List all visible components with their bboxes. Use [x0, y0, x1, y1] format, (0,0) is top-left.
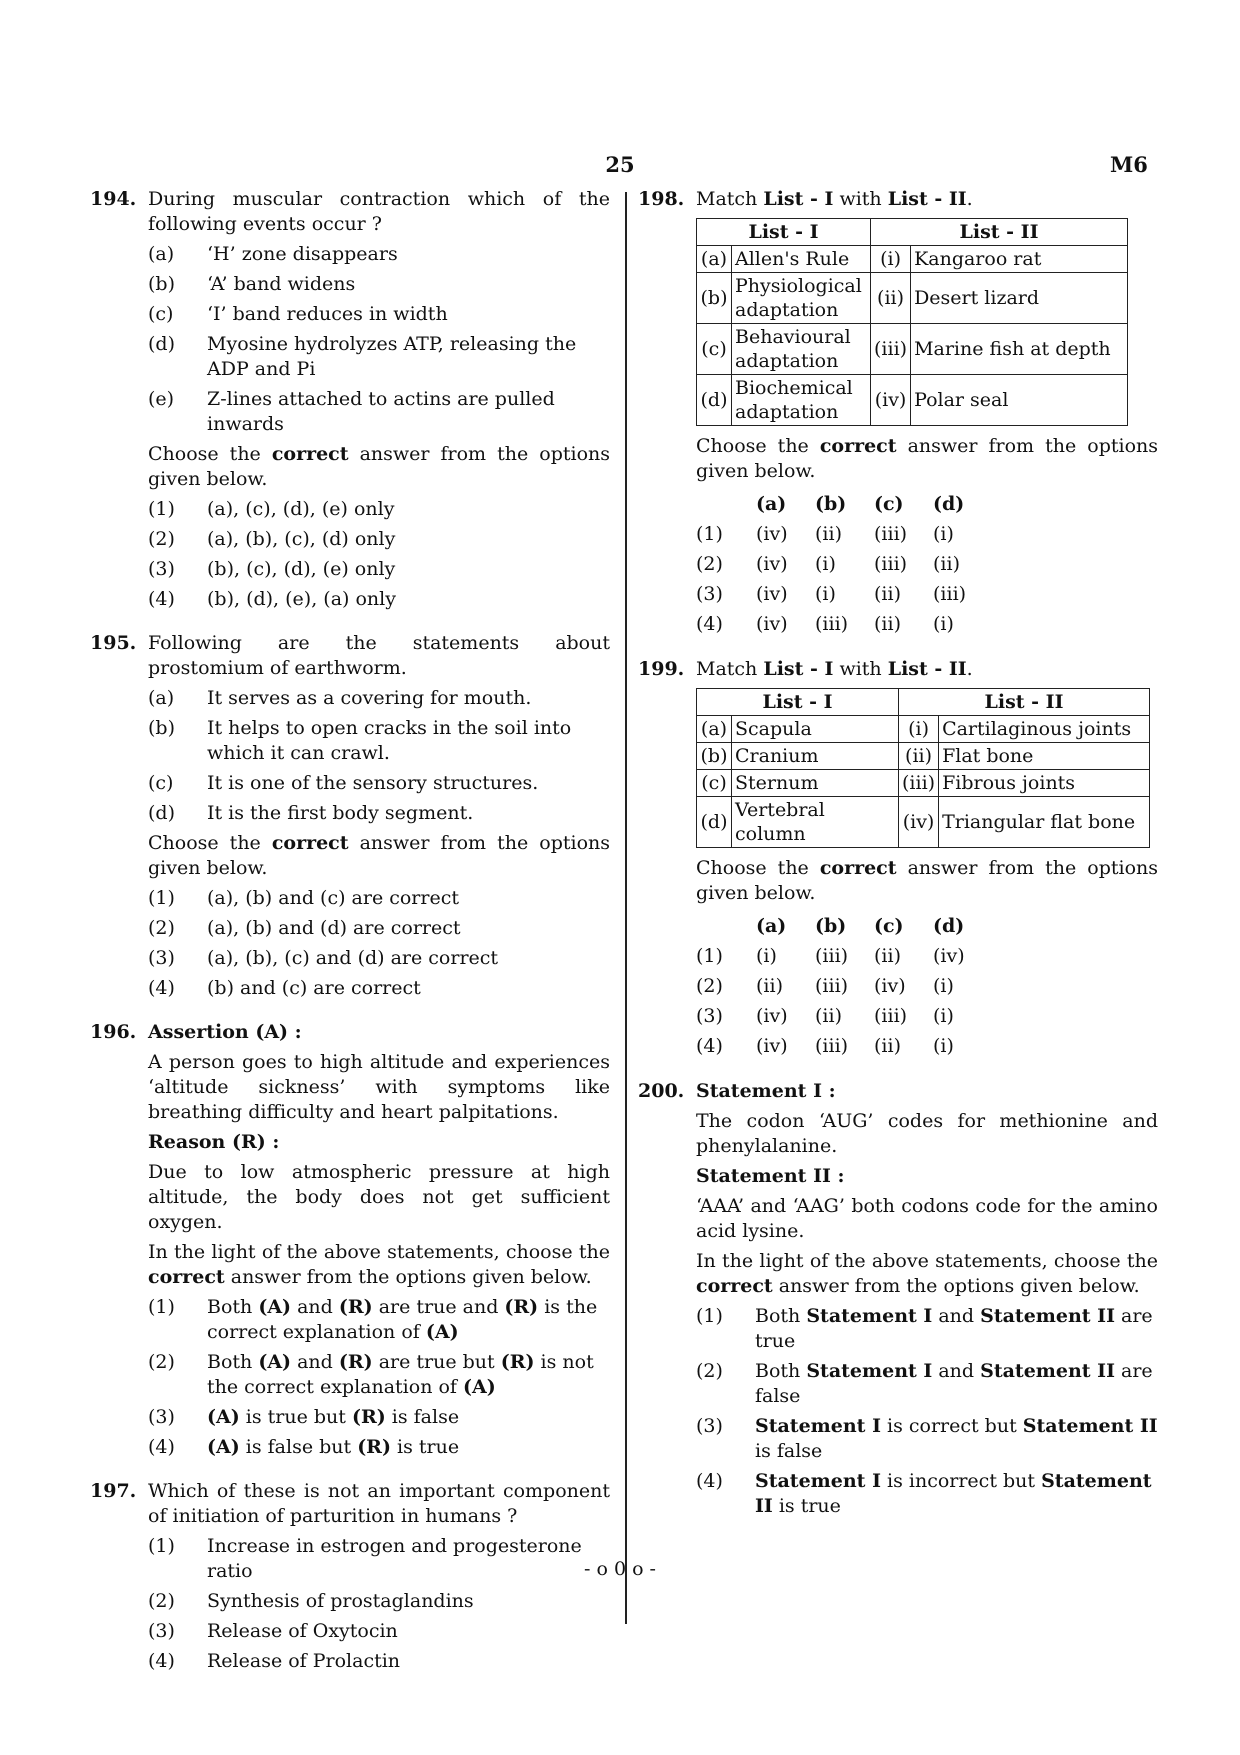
option-text: Statement I is incorrect but Statement II is true [755, 1470, 1152, 1517]
left-column [90, 187, 610, 1693]
choose-instruction: Choose the correct answer from the options given below. [148, 443, 610, 490]
right-tag: (ii) [899, 743, 939, 770]
table-row [697, 770, 1150, 797]
statement-item [148, 686, 610, 711]
item-text: ‘H’ zone disappears [207, 243, 398, 265]
right-tag: (iii) [899, 770, 939, 797]
option-text: (A) is false but (R) is true [207, 1436, 460, 1458]
option-value: (iv) [874, 974, 906, 997]
option-text: (a), (b), (c), (d) only [207, 528, 396, 550]
option-text: Both (A) and (R) are true but (R) is not the correct explanation of (A) [207, 1351, 594, 1398]
option-tag: (1) [148, 1535, 175, 1557]
question-196 [90, 1020, 610, 1465]
option-tag: (3) [148, 1406, 175, 1428]
question-stem: Which of these is not an important component of initiation of parturition in humans ? [148, 1480, 610, 1527]
answer-option [148, 1619, 610, 1644]
option-tag: (1) [148, 498, 175, 520]
left-text: Cranium [732, 743, 899, 770]
option-text: (A) is true but (R) is false [207, 1406, 460, 1428]
question-body [148, 631, 610, 1006]
item-text: It helps to open cracks in the soil into which it can crawl. [207, 717, 572, 764]
option-value: (ii) [756, 974, 783, 997]
option-value: (i) [933, 974, 954, 997]
option-tag: (1) [148, 1296, 175, 1318]
option-text: (b) and (c) are correct [207, 977, 421, 999]
right-tag: (iv) [871, 375, 911, 426]
reason-label: Reason (R) : [148, 1131, 280, 1153]
option-value: (iv) [756, 1034, 788, 1057]
question-number: 194. [90, 188, 137, 210]
option-value: (ii) [933, 552, 960, 575]
option-value: (iii) [815, 612, 849, 635]
left-tag: (b) [697, 743, 732, 770]
question-198 [638, 187, 1158, 643]
table-row [697, 273, 1128, 324]
item-tag: (b) [148, 717, 175, 739]
choose-instruction: In the light of the above statements, choose the correct answer from the options given below. [696, 1250, 1158, 1297]
right-text: Marine fish at depth [911, 324, 1128, 375]
left-text: Vertebral column [732, 797, 899, 848]
statement-2-label: Statement II : [696, 1165, 845, 1187]
option-tag: (4) [148, 588, 175, 610]
question-194 [90, 187, 610, 617]
item-tag: (c) [148, 303, 174, 325]
right-tag: (iv) [899, 797, 939, 848]
column-header: (b) [815, 914, 847, 937]
question-body [696, 187, 1158, 643]
option-tag: (4) [148, 1650, 175, 1672]
option-value: (iv) [756, 612, 788, 635]
question-body [696, 657, 1158, 1065]
answer-option [148, 976, 610, 1001]
end-mark: - o 0 o - [584, 1558, 656, 1580]
item-text: It is the first body segment. [207, 802, 474, 824]
event-item [148, 387, 610, 437]
option-value: (iii) [874, 1004, 908, 1027]
option-tag: (3) [696, 582, 723, 605]
table-row [697, 246, 1128, 273]
column-header: (c) [874, 492, 904, 515]
match-table [696, 218, 1128, 426]
statement-1-text: The codon ‘AUG’ codes for methionine and phenylalanine. [696, 1110, 1158, 1157]
item-tag: (c) [148, 772, 174, 794]
choose-instruction: Choose the correct answer from the options given below. [696, 857, 1158, 904]
right-tag: (ii) [871, 273, 911, 324]
question-stem: Following are the statements about prostomium of earthworm. [148, 632, 610, 679]
answer-option [148, 886, 610, 911]
answer-option [148, 1649, 610, 1674]
option-text: Synthesis of prostaglandins [207, 1590, 474, 1612]
option-tag: (4) [696, 1034, 723, 1057]
left-tag: (a) [697, 716, 732, 743]
column-header: (d) [933, 914, 965, 937]
list-1-header: List - I [697, 219, 871, 246]
option-tag: (2) [696, 552, 723, 575]
item-text: It is one of the sensory structures. [207, 772, 539, 794]
assertion-text: A person goes to high altitude and experiences ‘altitude sickness’ with symptoms like breathing difficulty and heart palpitations. [148, 1051, 610, 1123]
column-header: (c) [874, 914, 904, 937]
right-text: Fibrous joints [939, 770, 1150, 797]
right-tag: (i) [871, 246, 911, 273]
option-text: (b), (c), (d), (e) only [207, 558, 396, 580]
question-199 [638, 657, 1158, 1065]
option-tag: (4) [696, 1470, 723, 1492]
answer-option [696, 1469, 1158, 1519]
option-tag: (2) [148, 1351, 175, 1373]
right-tag: (i) [899, 716, 939, 743]
table-row [697, 743, 1150, 770]
left-text: Allen's Rule [732, 246, 871, 273]
option-value: (iv) [756, 582, 788, 605]
answer-option [696, 1414, 1158, 1464]
option-value: (iv) [756, 522, 788, 545]
left-text: Physiological adaptation [732, 273, 871, 324]
option-text: Statement I is correct but Statement II is false [755, 1415, 1158, 1462]
option-value: (ii) [874, 612, 901, 635]
answer-option [696, 609, 992, 639]
statement-2-text: ‘AAA’ and ‘AAG’ both codons code for the amino acid lysine. [696, 1195, 1158, 1242]
item-tag: (d) [148, 802, 175, 824]
question-body [696, 1079, 1158, 1524]
right-column [638, 187, 1158, 1538]
left-text: Behavioural adaptation [732, 324, 871, 375]
option-value: (iii) [874, 552, 908, 575]
options-header-row [696, 489, 992, 519]
match-table [696, 688, 1150, 848]
right-text: Triangular flat bone [939, 797, 1150, 848]
item-tag: (e) [148, 388, 175, 410]
option-tag: (1) [148, 887, 175, 909]
option-tag: (3) [696, 1415, 723, 1437]
right-text: Kangaroo rat [911, 246, 1128, 273]
option-text: Release of Oxytocin [207, 1620, 398, 1642]
option-value: (i) [933, 1004, 954, 1027]
item-text: ‘I’ band reduces in width [207, 303, 448, 325]
question-200 [638, 1079, 1158, 1524]
option-value: (i) [815, 552, 836, 575]
option-tag: (2) [148, 917, 175, 939]
table-row [697, 716, 1150, 743]
answer-option [148, 1350, 610, 1400]
option-text: (a), (b), (c) and (d) are correct [207, 947, 499, 969]
answer-option [696, 1304, 1158, 1354]
option-tag: (4) [148, 977, 175, 999]
statement-1-label: Statement I : [696, 1080, 836, 1102]
option-value: (ii) [874, 582, 901, 605]
column-header: (b) [815, 492, 847, 515]
question-number: 195. [90, 632, 137, 654]
option-value: (i) [933, 1034, 954, 1057]
answer-option [148, 1405, 610, 1430]
left-tag: (c) [697, 324, 732, 375]
option-value: (iv) [933, 944, 965, 967]
item-tag: (b) [148, 273, 175, 295]
right-text: Desert lizard [911, 273, 1128, 324]
item-text: Myosine hydrolyzes ATP, releasing the ADP and Pi [207, 333, 577, 380]
list-1-header: List - I [697, 689, 899, 716]
option-tag: (3) [148, 558, 175, 580]
option-value: (ii) [815, 1004, 842, 1027]
question-body [148, 187, 610, 617]
option-tag: (2) [696, 1360, 723, 1382]
question-number: 196. [90, 1021, 137, 1043]
option-tag: (3) [696, 1004, 723, 1027]
left-tag: (d) [697, 797, 732, 848]
answer-option [696, 1031, 992, 1061]
option-text: Increase in estrogen and progesterone ratio [207, 1535, 582, 1582]
left-text: Sternum [732, 770, 899, 797]
option-tag: (3) [148, 1620, 175, 1642]
table-row [697, 324, 1128, 375]
answer-option [696, 549, 992, 579]
option-text: Both (A) and (R) are true and (R) is the correct explanation of (A) [207, 1296, 598, 1343]
option-value: (iii) [815, 1034, 849, 1057]
option-tag: (2) [148, 1590, 175, 1612]
question-number: 198. [638, 188, 685, 210]
option-tag: (4) [696, 612, 723, 635]
item-text: ‘A’ band widens [207, 273, 356, 295]
event-item [148, 332, 610, 382]
answer-options-grid [696, 489, 992, 639]
list-2-header: List - II [899, 689, 1150, 716]
question-body [148, 1020, 610, 1465]
option-tag: (2) [148, 528, 175, 550]
choose-instruction: Choose the correct answer from the options given below. [148, 832, 610, 879]
option-value: (ii) [874, 944, 901, 967]
item-tag: (a) [148, 687, 175, 709]
table-row [697, 375, 1128, 426]
event-item [148, 272, 610, 297]
answer-option [148, 1435, 610, 1460]
left-tag: (d) [697, 375, 732, 426]
option-value: (i) [815, 582, 836, 605]
left-text: Scapula [732, 716, 899, 743]
option-value: (iii) [815, 974, 849, 997]
answer-option [148, 497, 610, 522]
answer-option [148, 946, 610, 971]
option-text: Release of Prolactin [207, 1650, 401, 1672]
item-text: It serves as a covering for mouth. [207, 687, 532, 709]
option-text: (a), (b) and (c) are correct [207, 887, 459, 909]
column-header: (a) [756, 492, 787, 515]
answer-option [696, 971, 992, 1001]
paper-code: M6 [1110, 152, 1148, 177]
event-item [148, 242, 610, 267]
option-value: (i) [756, 944, 777, 967]
left-tag: (b) [697, 273, 732, 324]
answer-option [696, 579, 992, 609]
table-row [697, 797, 1150, 848]
option-tag: (3) [148, 947, 175, 969]
statement-item [148, 771, 610, 796]
reason-text: Due to low atmospheric pressure at high altitude, the body does not get sufficient oxygen. [148, 1161, 610, 1233]
right-text: Polar seal [911, 375, 1128, 426]
option-value: (iv) [756, 552, 788, 575]
option-text: Both Statement I and Statement II are true [755, 1305, 1153, 1352]
choose-instruction: Choose the correct answer from the options given below. [696, 435, 1158, 482]
option-value: (i) [933, 612, 954, 635]
statement-item [148, 801, 610, 826]
column-header: (d) [933, 492, 965, 515]
option-text: (b), (d), (e), (a) only [207, 588, 396, 610]
item-tag: (a) [148, 243, 175, 265]
page-number: 25 [605, 152, 635, 177]
question-stem: Match List - I with List - II. [696, 658, 973, 680]
assertion-label: Assertion (A) : [148, 1021, 302, 1043]
list-2-header: List - II [871, 219, 1128, 246]
option-tag: (1) [696, 522, 723, 545]
answer-option [696, 1001, 992, 1031]
answer-option [696, 519, 992, 549]
option-text: Both Statement I and Statement II are false [755, 1360, 1153, 1407]
option-value: (ii) [815, 522, 842, 545]
option-tag: (1) [696, 944, 723, 967]
option-value: (ii) [874, 1034, 901, 1057]
choose-instruction: In the light of the above statements, choose the correct answer from the options given below. [148, 1241, 610, 1288]
option-value: (iii) [815, 944, 849, 967]
question-195 [90, 631, 610, 1006]
option-value: (iii) [874, 522, 908, 545]
question-stem: Match List - I with List - II. [696, 188, 973, 210]
answer-option [148, 1589, 610, 1614]
right-text: Cartilaginous joints [939, 716, 1150, 743]
option-value: (i) [933, 522, 954, 545]
event-item [148, 302, 610, 327]
answer-option [696, 941, 992, 971]
answer-option [148, 587, 610, 612]
answer-option [148, 916, 610, 941]
question-stem: During muscular contraction which of the following events occur ? [148, 188, 610, 235]
option-value: (iv) [756, 1004, 788, 1027]
option-value: (iii) [933, 582, 967, 605]
right-text: Flat bone [939, 743, 1150, 770]
answer-options-grid [696, 911, 992, 1061]
option-text: (a), (b) and (d) are correct [207, 917, 461, 939]
column-header: (a) [756, 914, 787, 937]
column-divider [625, 192, 627, 1624]
options-header-row [696, 911, 992, 941]
item-tag: (d) [148, 333, 175, 355]
item-text: Z-lines attached to actins are pulled inwards [207, 388, 555, 435]
right-tag: (iii) [871, 324, 911, 375]
answer-option [148, 1295, 610, 1345]
answer-option [696, 1359, 1158, 1409]
left-tag: (c) [697, 770, 732, 797]
left-tag: (a) [697, 246, 732, 273]
option-tag: (1) [696, 1305, 723, 1327]
option-text: (a), (c), (d), (e) only [207, 498, 395, 520]
answer-option [148, 527, 610, 552]
question-number: 200. [638, 1080, 685, 1102]
question-number: 197. [90, 1480, 137, 1502]
statement-item [148, 716, 610, 766]
left-text: Biochemical adaptation [732, 375, 871, 426]
option-tag: (2) [696, 974, 723, 997]
answer-option [148, 557, 610, 582]
option-tag: (4) [148, 1436, 175, 1458]
question-number: 199. [638, 658, 685, 680]
